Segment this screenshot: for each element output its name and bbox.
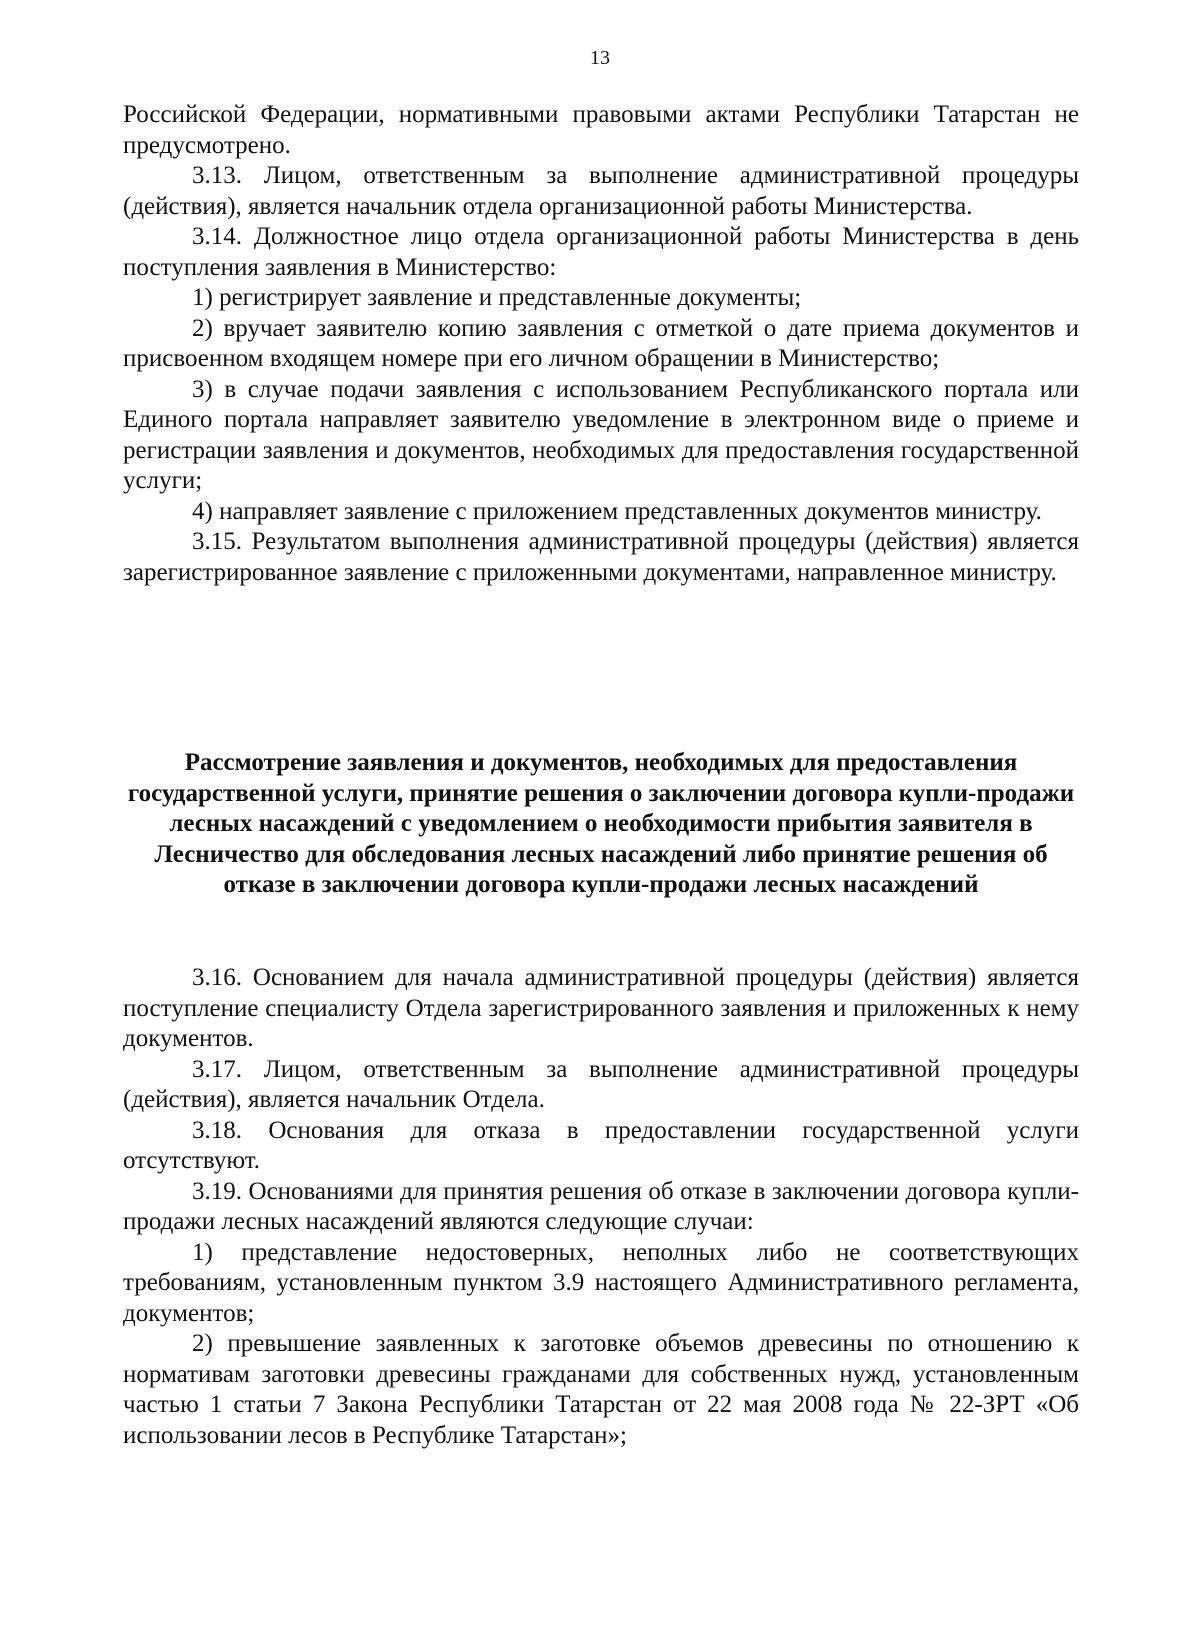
paragraph: 3.14. Должностное лицо отдела организационной работы Министерства в день поступления заявления в Министерство: (123, 223, 1079, 281)
paragraph: 3.13. Лицом, ответственным за выполнение административной процедуры (действия), является начальник отдела организационной работы Министерства. (123, 162, 1079, 220)
list-item: 3) в случае подачи заявления с использованием Республиканского портала или Единого портала направляет заявителю уведомление в электронном виде о приеме и регистрации заявления и документов, необходимых для предоставления государственной услуги; (123, 375, 1079, 494)
body-text-bottom (123, 963, 1079, 1451)
paragraph: 3.16. Основанием для начала административной процедуры (действия) является поступление специалисту Отдела зарегистрированного заявления и приложенных к нему документов. (123, 964, 1079, 1052)
body-text-top (123, 100, 1079, 588)
paragraph: 3.19. Основаниями для принятия решения об отказе в заключении договора купли-продажи лесных насаждений являются следующие случаи: (123, 1177, 1079, 1235)
paragraph: 3.18. Основания для отказа в предоставлении государственной услуги отсутствуют. (123, 1116, 1079, 1174)
paragraph: Российской Федерации, нормативными правовыми актами Республики Татарстан не предусмотрено. (123, 101, 1079, 159)
list-item: 1) регистрирует заявление и представленные документы; (192, 284, 802, 311)
page-number: 13 (590, 47, 610, 69)
list-item: 4) направляет заявление с приложением представленных документов министру. (192, 497, 1042, 525)
paragraph: 3.17. Лицом, ответственным за выполнение административной процедуры (действия), является начальник Отдела. (123, 1055, 1079, 1113)
paragraph: 3.15. Результатом выполнения административной процедуры (действия) является зарегистрированное заявление с приложенными документами, направленное министру. (123, 528, 1079, 586)
list-item: 2) вручает заявителю копию заявления с отметкой о дате приема документов и присвоенном входящем номере при его личном обращении в Министерство; (123, 314, 1079, 372)
list-item: 1) представление недостоверных, неполных либо не соответствующих требованиям, установленным пунктом 3.9 настоящего Административного регламента, документов; (123, 1238, 1079, 1327)
list-item: 2) превышение заявленных к заготовке объемов древесины по отношению к нормативам заготовки древесины гражданами для собственных нужд, установленным частью 1 статьи 7 Закона Республики Татарстан от 22 мая 2008 года № 22-ЗРТ «Об использовании лесов в Республике Татарстан»; (123, 1330, 1079, 1449)
section-heading: Рассмотрение заявления и документов, необходимых для предоставления государственной услуги, принятие решения о заключении договора купли-продажи лесных насаждений с уведомлением о необходимости прибытия заявителя в Лесничество для обследования лесных насаждений либо принятие решения об отказе в заключении договора купли-продажи лесных насаждений (127, 749, 1075, 899)
